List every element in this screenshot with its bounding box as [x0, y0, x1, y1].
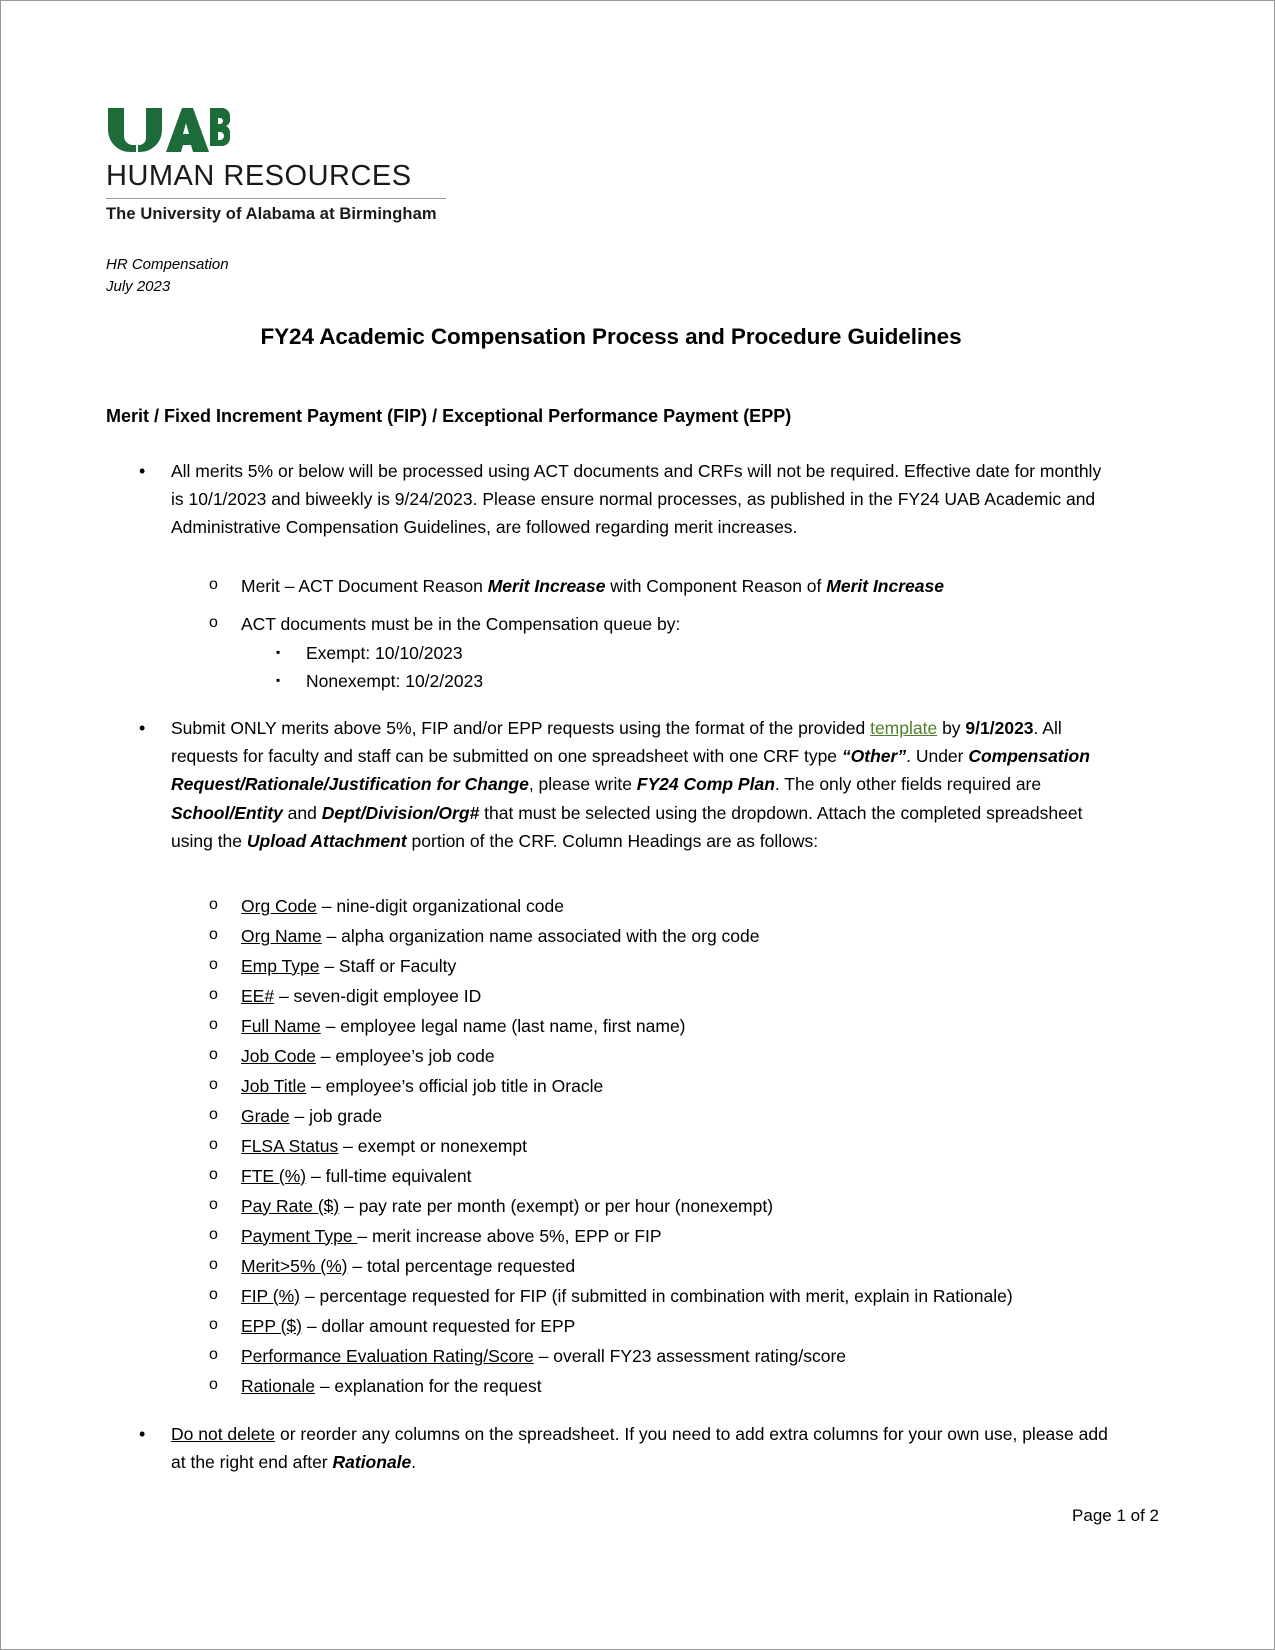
bullet-square-icon: ▪	[276, 672, 281, 687]
list-item-text: Job Code – employee’s job code	[241, 1045, 495, 1066]
list-item	[106, 640, 1116, 667]
list-item	[106, 1192, 1116, 1220]
list-item-text: FIP (%) – percentage requested for FIP (if submitted in combination with merit, explain in Rationale)	[241, 1285, 1013, 1306]
list-item	[106, 610, 1116, 638]
section-heading: Merit / Fixed Increment Payment (FIP) / Exceptional Performance Payment (EPP)	[106, 405, 792, 426]
meta-department: HR Compensation	[106, 256, 229, 273]
list-item	[106, 668, 1116, 695]
bullet-circle-icon: o	[209, 1285, 218, 1303]
bullet-circle-icon: o	[209, 1045, 218, 1063]
list-item-text: All merits 5% or below will be processed using ACT documents and CRFs will not be required. Effective date for monthly is 10/1/2023 and biweekly is 9/24/2023. Please ensure normal processes, as published in the FY24 UAB Academic and Administrative Compensation Guidelines, are followed regarding merit increases.	[171, 460, 1102, 538]
list-item	[106, 982, 1116, 1010]
bullet-dot-icon: •	[139, 1423, 146, 1444]
bullet-dot-icon: •	[139, 460, 146, 481]
list-item-text: Exempt: 10/10/2023	[306, 642, 463, 663]
bullet-circle-icon: o	[209, 985, 218, 1003]
list-item	[106, 1162, 1116, 1190]
list-item	[106, 572, 1116, 600]
list-item	[106, 1222, 1116, 1250]
list-item	[106, 1102, 1116, 1130]
list-item-text: EE# – seven-digit employee ID	[241, 985, 482, 1006]
list-item-text: Nonexempt: 10/2/2023	[306, 670, 484, 691]
bullet-circle-icon: o	[209, 1075, 218, 1093]
bullet-circle-icon: o	[209, 1015, 218, 1033]
list-item	[106, 1042, 1116, 1070]
bullet-circle-icon: o	[209, 955, 218, 973]
list-item	[106, 1312, 1116, 1340]
list-item-text: Pay Rate ($) – pay rate per month (exempt) or per hour (nonexempt)	[241, 1195, 774, 1216]
template-link[interactable]: template	[870, 717, 938, 738]
bullet-square-icon: ▪	[276, 644, 281, 659]
list-item	[106, 1132, 1116, 1160]
bullet-circle-icon: o	[209, 1195, 218, 1213]
bullet-circle-icon: o	[209, 1345, 218, 1363]
list-item	[106, 892, 1116, 920]
list-item-text: Merit>5% (%) – total percentage requested	[241, 1255, 576, 1276]
list-item	[106, 922, 1116, 950]
list-item-text: Rationale – explanation for the request	[241, 1375, 542, 1396]
document-meta	[106, 254, 1116, 298]
bullet-circle-icon: o	[209, 1225, 218, 1243]
bullet-circle-icon: o	[209, 613, 218, 631]
list-item-text: FTE (%) – full-time equivalent	[241, 1165, 472, 1186]
list-item-text: Job Title – employee’s official job title in Oracle	[241, 1075, 604, 1096]
list-item-text: Merit – ACT Document Reason Merit Increase with Component Reason of Merit Increase	[241, 575, 944, 596]
list-item	[106, 1372, 1116, 1400]
bullet-circle-icon: o	[209, 1105, 218, 1123]
column-headings-list	[106, 892, 1116, 1400]
list-item-text: Org Name – alpha organization name associated with the org code	[241, 925, 760, 946]
list-item-text: EPP ($) – dollar amount requested for EPP	[241, 1315, 576, 1336]
list-item-text: ACT documents must be in the Compensation queue by:	[241, 613, 681, 634]
list-item-text: Performance Evaluation Rating/Score – overall FY23 assessment rating/score	[241, 1345, 847, 1366]
list-item-text: Full Name – employee legal name (last name, first name)	[241, 1015, 686, 1036]
bullet-circle-icon: o	[209, 575, 218, 593]
list-item-text: Emp Type – Staff or Faculty	[241, 955, 457, 976]
list-item	[106, 457, 1116, 542]
list-item-text: FLSA Status – exempt or nonexempt	[241, 1135, 527, 1156]
bullet-dot-icon: •	[139, 717, 146, 738]
list-item	[106, 1342, 1116, 1370]
bullet-circle-icon: o	[209, 895, 218, 913]
list-item-text: Org Code – nine-digit organizational code	[241, 895, 564, 916]
bullet-circle-icon: o	[209, 1255, 218, 1273]
uab-hr-logo	[106, 106, 1116, 224]
page-title: FY24 Academic Compensation Process and Procedure Guidelines	[260, 323, 962, 349]
page-footer: Page 1 of 2	[1072, 1506, 1159, 1525]
meta-date: July 2023	[106, 277, 171, 295]
list-item	[106, 714, 1116, 856]
bullet-circle-icon: o	[209, 925, 218, 943]
list-item	[106, 1252, 1116, 1280]
list-item-text: Grade – job grade	[241, 1105, 383, 1126]
list-item-text: Payment Type – merit increase above 5%, EPP or FIP	[241, 1225, 662, 1246]
logo-line-university: The University of Alabama at Birmingham	[106, 205, 437, 223]
logo-divider	[106, 198, 446, 199]
bullet-circle-icon: o	[209, 1165, 218, 1183]
bullet-circle-icon: o	[209, 1135, 218, 1153]
list-item-text: Submit ONLY merits above 5%, FIP and/or EPP requests using the format of the provided template by 9/1/2023. All requests for faculty and staff can be submitted on one spreadsheet with one CRF type “Other”. Under Compensation Request/Rationale/Justification for Change, please write FY24 Comp Plan. The only other fields required are School/Entity and Dept/Division/Org# that must be selected using the dropdown. Attach the completed spreadsheet using the Upload Attachment portion of the CRF. Column Headings are as follows:	[171, 717, 1090, 852]
list-item	[106, 952, 1116, 980]
bullet-circle-icon: o	[209, 1315, 218, 1333]
list-item	[106, 1072, 1116, 1100]
bullet-circle-icon: o	[209, 1375, 218, 1393]
list-item	[106, 1282, 1116, 1310]
list-item	[106, 1420, 1116, 1477]
page-content	[106, 106, 1116, 1498]
list-item-text: Do not delete or reorder any columns on the spreadsheet. If you need to add extra columns for your own use, please add at the right end after Rationale.	[171, 1423, 1108, 1472]
uab-logo-icon	[106, 106, 230, 152]
logo-line-human-resources: HUMAN RESOURCES	[106, 160, 412, 192]
list-item	[106, 1012, 1116, 1040]
